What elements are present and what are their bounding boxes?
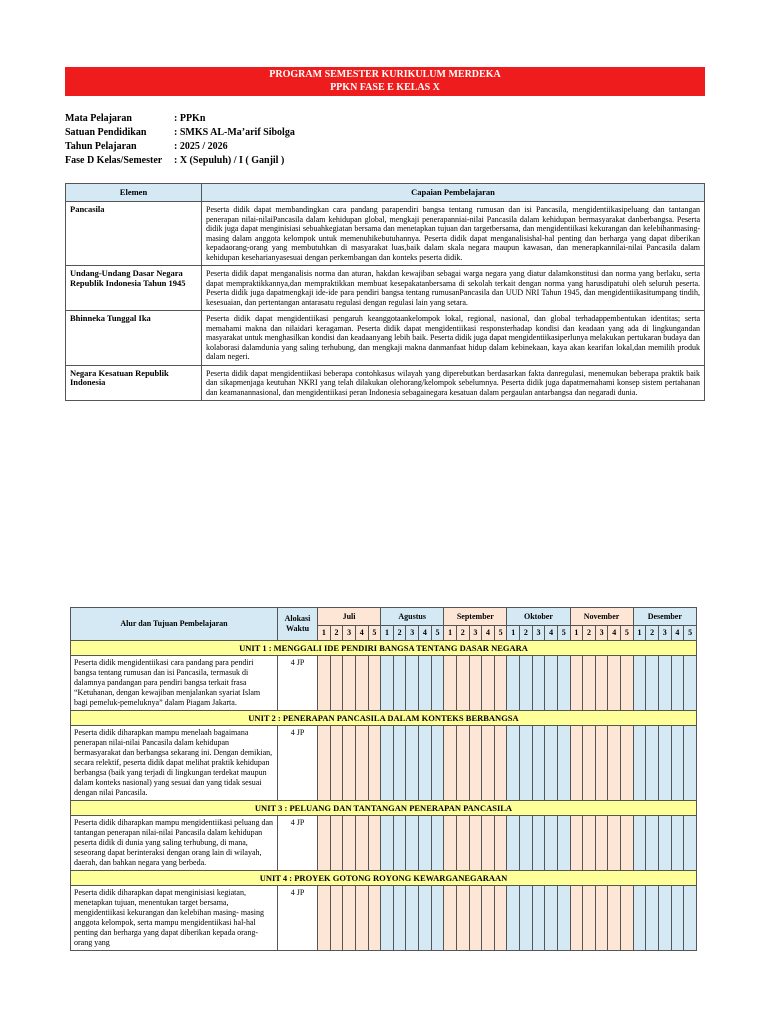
week-header: 2: [520, 626, 533, 641]
schedule-cell: [419, 886, 432, 951]
schedule-cell: [646, 726, 659, 801]
schedule-cell: [621, 726, 634, 801]
schedule-cell: [633, 886, 646, 951]
week-header: 3: [343, 626, 356, 641]
schedule-cell: [545, 656, 558, 711]
schedule-cell: [583, 886, 596, 951]
schedule-cell: [507, 656, 520, 711]
title-line-2: PPKN FASE E KELAS X: [330, 82, 440, 93]
schedule-cell: [419, 726, 432, 801]
alokasi-waktu: 4 JP: [278, 726, 318, 801]
schedule-cell: [368, 726, 381, 801]
alur-header-row: [71, 608, 697, 626]
unit-title: UNIT 4 : PROYEK GOTONG ROYONG KEWARGANEGARAAN: [71, 871, 697, 886]
schedule-cell: [318, 656, 331, 711]
week-header: 1: [570, 626, 583, 641]
schedule-cell: [557, 816, 570, 871]
schedule-cell: [633, 726, 646, 801]
unit-description: Peserta didik diharapkan mampu menelaah bagaimana penerapan nilai-nilai Pancasila dalam kehidupan bermasyarakat dan berbangsa sekarang ini. Dengan demikian, secara relektif, peserta didik dapat melihat praktik kehidupan berbangsa (baik yang terjadi di lingkungan terdekat maupun dalam konteks nasional) yang sesuai dan yang tidak sesuai dengan nilai Pancasila.: [71, 726, 278, 801]
capaian-cell: Peserta didik dapat mengidentiikasi beberapa contohkasus wilayah yang diperebutkan berdasarkan fakta danregulasi, menemukan beberapa praktik baik dan sikapmenjaga keutuhan NKRI yang telah dilakukan olehorang/kelompok sebelumnya. Peserta didik juga dapatmemahami konsep sistem pertahanan dan keamanannasional, dan mengidentiikasi peran Indonesia sebagainegara kesatuan dalam pergaulan antarbangsa dan negaradi dunia.: [202, 365, 705, 401]
schedule-cell: [393, 656, 406, 711]
schedule-cell: [520, 886, 533, 951]
schedule-cell: [368, 656, 381, 711]
schedule-cell: [570, 816, 583, 871]
schedule-cell: [431, 816, 444, 871]
week-header: 4: [608, 626, 621, 641]
schedule-cell: [330, 656, 343, 711]
schedule-cell: [608, 886, 621, 951]
schedule-cell: [671, 816, 684, 871]
info-row: [65, 112, 295, 126]
elemen-cell: Pancasila: [66, 202, 202, 266]
schedule-cell: [658, 886, 671, 951]
schedule-cell: [482, 656, 495, 711]
week-header: 5: [368, 626, 381, 641]
week-header: 3: [532, 626, 545, 641]
unit-title: UNIT 3 : PELUANG DAN TANTANGAN PENERAPAN PANCASILA: [71, 801, 697, 816]
info-label: Fase D Kelas/Semester: [65, 155, 163, 166]
info-value: : X (Sepuluh) / I ( Ganjil ): [174, 155, 285, 166]
schedule-cell: [368, 886, 381, 951]
schedule-cell: [621, 816, 634, 871]
schedule-cell: [532, 816, 545, 871]
schedule-cell: [595, 726, 608, 801]
schedule-cell: [532, 886, 545, 951]
schedule-cell: [444, 816, 457, 871]
month-header: September: [444, 608, 507, 626]
week-header: 5: [684, 626, 697, 641]
schedule-cell: [494, 816, 507, 871]
schedule-cell: [381, 656, 394, 711]
month-header: Oktober: [507, 608, 570, 626]
schedule-cell: [507, 816, 520, 871]
schedule-cell: [355, 886, 368, 951]
capaian-row: [66, 202, 705, 266]
schedule-cell: [557, 886, 570, 951]
unit-title: UNIT 1 : MENGGALI IDE PENDIRI BANGSA TENTANG DASAR NEGARA: [71, 641, 697, 656]
schedule-cell: [482, 886, 495, 951]
alokasi-waktu: 4 JP: [278, 656, 318, 711]
week-header: 2: [583, 626, 596, 641]
schedule-cell: [406, 886, 419, 951]
week-header: 5: [431, 626, 444, 641]
schedule-cell: [520, 816, 533, 871]
schedule-cell: [658, 816, 671, 871]
schedule-cell: [608, 656, 621, 711]
schedule-cell: [583, 816, 596, 871]
info-row: [65, 140, 295, 154]
schedule-cell: [318, 886, 331, 951]
schedule-cell: [520, 656, 533, 711]
capaian-table: [65, 183, 705, 401]
schedule-cell: [444, 656, 457, 711]
week-header: 1: [633, 626, 646, 641]
week-header: 2: [646, 626, 659, 641]
unit-content-row: [71, 816, 697, 871]
info-value: : 2025 / 2026: [174, 141, 228, 152]
schedule-cell: [557, 726, 570, 801]
schedule-cell: [330, 816, 343, 871]
elemen-cell: Negara Kesatuan Republik Indonesia: [66, 365, 202, 401]
schedule-cell: [469, 816, 482, 871]
info-label: Tahun Pelajaran: [65, 141, 137, 152]
schedule-cell: [393, 726, 406, 801]
week-header: 1: [507, 626, 520, 641]
week-header: 4: [355, 626, 368, 641]
schedule-cell: [482, 816, 495, 871]
info-row: [65, 154, 295, 168]
schedule-cell: [494, 656, 507, 711]
week-header: 2: [393, 626, 406, 641]
schedule-cell: [431, 886, 444, 951]
unit-content-row: [71, 726, 697, 801]
schedule-cell: [646, 816, 659, 871]
schedule-cell: [444, 886, 457, 951]
col-alokasi-header: Alokasi Waktu: [278, 608, 318, 641]
alokasi-waktu: 4 JP: [278, 886, 318, 951]
schedule-cell: [507, 726, 520, 801]
schedule-cell: [507, 886, 520, 951]
schedule-cell: [482, 726, 495, 801]
capaian-header-row: [66, 184, 705, 202]
capaian-row: [66, 365, 705, 401]
schedule-cell: [658, 726, 671, 801]
schedule-cell: [658, 656, 671, 711]
schedule-cell: [520, 726, 533, 801]
schedule-cell: [469, 726, 482, 801]
col-atp-header: Alur dan Tujuan Pembelajaran: [71, 608, 278, 641]
schedule-cell: [368, 816, 381, 871]
schedule-cell: [469, 656, 482, 711]
schedule-cell: [684, 656, 697, 711]
month-header: Juli: [318, 608, 381, 626]
schedule-cell: [330, 886, 343, 951]
schedule-cell: [393, 886, 406, 951]
elemen-cell: Undang-Undang Dasar Negara Republik Indonesia Tahun 1945: [66, 266, 202, 311]
week-header: 4: [419, 626, 432, 641]
schedule-cell: [646, 886, 659, 951]
week-header: 5: [557, 626, 570, 641]
col-elemen-header: Elemen: [66, 184, 202, 202]
week-header: 3: [406, 626, 419, 641]
unit-title: UNIT 2 : PENERAPAN PANCASILA DALAM KONTEKS BERBANGSA: [71, 711, 697, 726]
info-row: [65, 126, 295, 140]
week-header: 3: [469, 626, 482, 641]
schedule-cell: [671, 656, 684, 711]
week-header: 3: [658, 626, 671, 641]
alur-table: [70, 607, 697, 951]
schedule-cell: [608, 726, 621, 801]
document-title-bar: [65, 67, 705, 96]
week-header: 1: [444, 626, 457, 641]
schedule-cell: [532, 726, 545, 801]
schedule-cell: [671, 886, 684, 951]
schedule-cell: [355, 726, 368, 801]
month-header: Agustus: [381, 608, 444, 626]
capaian-cell: Peserta didik dapat mengidentiikasi pengaruh keanggotaankelompok lokal, regional, nasional, dan global terhadappembentukan identitas; serta memahami makna dan nilaidari keragaman. Peserta didik dapat mengidentiikasi responsterhadap kondisi dan keadaan yang ada di lingkungandan masyarakat untuk menghasilkan kondisi dan keadaanyang lebih baik. Peserta didik juga dapat mengidentiikasiperlunya melakukan pertukaran budaya dan kolaborasi dalamdunia yang saling terhubung, dan mengkaji makna danmanfaat hidup dalam kebinekaan, kaya akan kearifan lokal,dan memilih produk dalam negeri.: [202, 311, 705, 366]
schedule-cell: [595, 656, 608, 711]
week-header: 3: [595, 626, 608, 641]
info-value: : PPKn: [174, 113, 206, 124]
schedule-cell: [381, 886, 394, 951]
schedule-cell: [545, 816, 558, 871]
info-label: Mata Pelajaran: [65, 113, 132, 124]
capaian-row: [66, 311, 705, 366]
week-header: 2: [456, 626, 469, 641]
schedule-cell: [330, 726, 343, 801]
week-header: 5: [494, 626, 507, 641]
schedule-cell: [545, 886, 558, 951]
schedule-cell: [621, 656, 634, 711]
info-value: : SMKS AL-Ma’arif Sibolga: [174, 127, 295, 138]
schedule-cell: [406, 726, 419, 801]
schedule-cell: [343, 726, 356, 801]
info-label: Satuan Pendidikan: [65, 127, 147, 138]
week-header: 4: [671, 626, 684, 641]
schedule-cell: [343, 886, 356, 951]
schedule-cell: [570, 656, 583, 711]
schedule-cell: [318, 726, 331, 801]
schedule-cell: [545, 726, 558, 801]
schedule-cell: [406, 816, 419, 871]
schedule-cell: [343, 656, 356, 711]
schedule-cell: [621, 886, 634, 951]
schedule-cell: [355, 816, 368, 871]
week-header: 1: [381, 626, 394, 641]
schedule-cell: [684, 886, 697, 951]
unit-description: Peserta didik diharapkan dapat menginisiasi kegiatan, menetapkan tujuan, menentukan target bersama, mengidentiikasi kekurangan dan kelebihan masing- masing anggota kelompok, serta mampu mengidentiikasi hal-hal penting dan berharga yang dapat diberikan kepada orang-orang yang: [71, 886, 278, 951]
schedule-cell: [633, 816, 646, 871]
unit-content-row: [71, 656, 697, 711]
schedule-cell: [318, 816, 331, 871]
title-line-1: PROGRAM SEMESTER KURIKULUM MERDEKA: [269, 69, 501, 80]
info-block: [65, 112, 295, 168]
unit-title-row: [71, 641, 697, 656]
capaian-row: [66, 266, 705, 311]
schedule-cell: [355, 656, 368, 711]
schedule-cell: [431, 656, 444, 711]
schedule-cell: [494, 886, 507, 951]
week-header: 4: [482, 626, 495, 641]
schedule-cell: [671, 726, 684, 801]
week-header: 4: [545, 626, 558, 641]
schedule-cell: [595, 816, 608, 871]
unit-content-row: [71, 886, 697, 951]
week-header: 5: [621, 626, 634, 641]
schedule-cell: [570, 726, 583, 801]
schedule-cell: [532, 656, 545, 711]
unit-description: Peserta didik mengidentiikasi cara pandang para pendiri bangsa tentang rumusan dan isi Pancasila, termasuk di dalamnya pandangan para pendiri bangsa terkait frasa “Ketuhanan, dengan kewajiban menjalankan syariat Islam bagi pemeluk-pemeluknya” dalam Piagam Jakarta.: [71, 656, 278, 711]
alokasi-waktu: 4 JP: [278, 816, 318, 871]
schedule-cell: [469, 886, 482, 951]
schedule-cell: [456, 656, 469, 711]
schedule-cell: [608, 816, 621, 871]
schedule-cell: [456, 816, 469, 871]
schedule-cell: [557, 656, 570, 711]
capaian-cell: Peserta didik dapat menganalisis norma dan aturan, hakdan kewajiban sebagai warga negara yang diatur dalamkonstitusi dan norma yang berlaku, serta dapat mempraktikkannya,dan mempraktikkan membuat kesepakatanbersama di sekolah terkait dengan norma yang harusdipatuhi oleh seluruh peserta. Peserta didik juga dapatmengkaji ide-ide para pendiri bangsa tentang rumusanPancasila dan UUD NRI Tahun 1945, dan mengidentiikasitumpang tindih, kesesuaian, dan pertentangan antarasatu regulasi dengan regulasi lain yang setara.: [202, 266, 705, 311]
schedule-cell: [381, 726, 394, 801]
week-header: 1: [318, 626, 331, 641]
schedule-cell: [633, 656, 646, 711]
unit-title-row: [71, 801, 697, 816]
unit-description: Peserta didik diharapkan mampu mengidentiikasi peluang dan tantangan penerapan nilai-nilai Pancasila dalam kehidupan peserta didik di dunia yang saling terhubung, di mana, seseorang dapat berinteraksi dengan orang lain di wilayah, daerah, dan bahkan negara yang berbeda.: [71, 816, 278, 871]
schedule-cell: [494, 726, 507, 801]
schedule-cell: [343, 816, 356, 871]
schedule-cell: [646, 656, 659, 711]
schedule-cell: [419, 816, 432, 871]
week-header: 2: [330, 626, 343, 641]
schedule-cell: [406, 656, 419, 711]
schedule-cell: [684, 726, 697, 801]
schedule-cell: [684, 816, 697, 871]
schedule-cell: [595, 886, 608, 951]
unit-title-row: [71, 871, 697, 886]
schedule-cell: [583, 726, 596, 801]
schedule-cell: [570, 886, 583, 951]
month-header: November: [570, 608, 633, 626]
schedule-cell: [456, 726, 469, 801]
schedule-cell: [393, 816, 406, 871]
schedule-cell: [419, 656, 432, 711]
schedule-cell: [431, 726, 444, 801]
schedule-cell: [444, 726, 457, 801]
schedule-cell: [583, 656, 596, 711]
month-header: Desember: [633, 608, 696, 626]
unit-title-row: [71, 711, 697, 726]
capaian-cell: Peserta didik dapat membandingkan cara pandang parapendiri bangsa tentang rumusan dan isi Pancasila, mengidentiikasipeluang dan tantangan penerapan nilai-nilaiPancasila dalam kehidupan global, mengkaji penerapanniai-nilai Pancasila dalam kehidupan bermasyarakat danberbangsa. Peserta didik juga dapat menginisiasi sebuahkegiatan bersama dan menetapkan tujuan dan targetbersama, dan mengidentiikasi kekurangan dan kelebihanmasing-masing dalam anggota kelompok untuk memenuhikebutuhannya. Peserta didik dapat menganalisishal-hal penting dan berharga yang dapat diberikan kepadaorang-orang yang membutuhkan di masyarakat luas,baik dalam skala negara maupun kawasan, dan menerapkannilai-nilai Pancasila dalam kehidupan keseharianyasesuai dengan perkembangan dan konteks peserta didik.: [202, 202, 705, 266]
schedule-cell: [381, 816, 394, 871]
schedule-cell: [456, 886, 469, 951]
col-capaian-header: Capaian Pembelajaran: [202, 184, 705, 202]
elemen-cell: Bhinneka Tunggal Ika: [66, 311, 202, 366]
